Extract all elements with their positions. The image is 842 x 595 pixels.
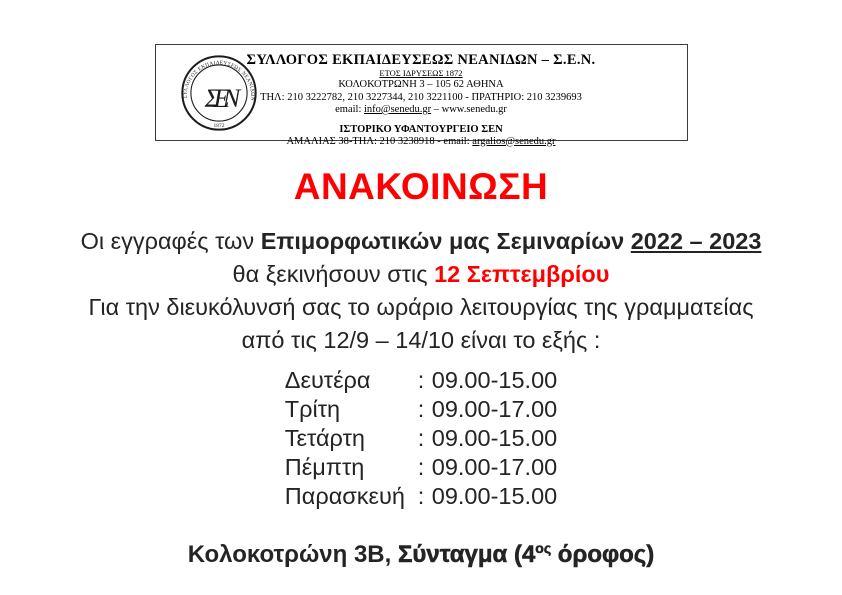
start-date: 12 Σεπτεμβρίου	[434, 261, 610, 287]
district-post: όροφος)	[551, 541, 655, 568]
schedule-day: Τετάρτη	[284, 425, 365, 451]
schedule-hours: 09.00-15.00	[431, 483, 558, 509]
sen-monogram: ΣΕΝ	[204, 83, 233, 114]
schedule-table	[285, 366, 557, 511]
schedule-row	[285, 395, 557, 424]
org-phones: ΤΗΛ: 210 3222782, 210 3227344, 210 3221100 - ΠΡΑΤΗΡΙΟ: 210 3239693	[260, 91, 582, 103]
org-name: ΣΥΛΛΟΓΟΣ ΕΚΠΑΙΔΕΥΣΕΩΣ ΝΕΑΝΙΔΩΝ – Σ.Ε.Ν.	[246, 52, 596, 68]
email-label: email:	[335, 104, 364, 115]
schedule-separator: :	[417, 367, 425, 393]
intro-line-2	[0, 258, 842, 291]
schedule-day: Δευτέρα	[284, 367, 371, 393]
schedule-row	[285, 453, 557, 482]
dept-info-prefix: ΑΜΑΛΙΑΣ 38-ΤΗΛ: 210 3238918 - email:	[286, 135, 473, 147]
schedule-hours: 09.00-15.00	[431, 367, 558, 393]
seminar-years: 2022 – 2023	[630, 228, 762, 254]
announcement-body	[0, 225, 842, 357]
seal-graphic	[180, 54, 258, 132]
schedule-day: Πέμπτη	[284, 454, 365, 480]
schedule-day: Παρασκευή	[284, 483, 405, 509]
intro-line-2-text: θα ξεκινήσουν στις	[232, 261, 435, 287]
intro-line-1-text: Οι εγγραφές των	[80, 228, 261, 254]
schedule-row	[285, 424, 557, 453]
district-floor	[398, 541, 654, 568]
street-address: Κολοκοτρώνη 3Β,	[187, 541, 398, 568]
letterhead	[155, 44, 688, 147]
dept-name: ΙΣΤΟΡΙΚΟ ΥΦΑΝΤΟΥΡΓΕΙΟ ΣΕΝ	[339, 123, 503, 135]
schedule-hours: 09.00-17.00	[431, 396, 558, 422]
location-line	[0, 540, 842, 570]
org-seal-logo	[180, 54, 258, 132]
page-title: ΑΝΑΚΟΙΝΩΣΗ	[293, 166, 549, 207]
schedule-day: Τρίτη	[284, 396, 341, 422]
org-website[interactable]: www.senedu.gr	[441, 104, 507, 115]
schedule-separator: :	[417, 396, 425, 422]
schedule-row	[285, 366, 557, 395]
seminar-name: Επιμορφωτικών μας Σεμιναρίων	[260, 228, 631, 254]
intro-line-1	[0, 225, 842, 258]
schedule-separator: :	[417, 425, 425, 451]
dept-email-link[interactable]: argalios@senedu.gr	[472, 135, 556, 147]
intro-line-3: Για την διευκόλυνσή σας το ωράριο λειτουργίας της γραμματείας	[88, 294, 754, 320]
seal-ring-text: ΣΥΛΛΟΓΟΣ ΕΚΠΑΙΔΕΥΣΕΩΣ ΝΕΑΝΙΔΩΝ	[182, 60, 255, 101]
contact-separator: –	[431, 104, 442, 115]
floor-ordinal-suffix: ος	[535, 540, 552, 556]
schedule-hours: 09.00-15.00	[431, 425, 558, 451]
schedule-separator: :	[417, 454, 425, 480]
district-pre: Σύνταγμα (4	[397, 541, 536, 568]
schedule-hours: 09.00-17.00	[431, 454, 558, 480]
schedule-row	[285, 482, 557, 511]
founding-year: ΕΤΟΣ ΙΔΡΥΣΕΩΣ 1872	[379, 68, 463, 78]
org-address: ΚΟΛΟΚΟΤΡΩΝΗ 3 – 105 62 ΑΘΗΝΑ	[338, 79, 504, 90]
org-email-link[interactable]: info@senedu.gr	[364, 104, 432, 115]
seal-year: 1872	[213, 122, 224, 129]
dept-contact-line	[156, 136, 687, 149]
announcement-page	[0, 44, 842, 595]
intro-line-4: από τις 12/9 – 14/10 είναι το εξής :	[241, 327, 601, 353]
schedule-separator: :	[417, 483, 425, 509]
